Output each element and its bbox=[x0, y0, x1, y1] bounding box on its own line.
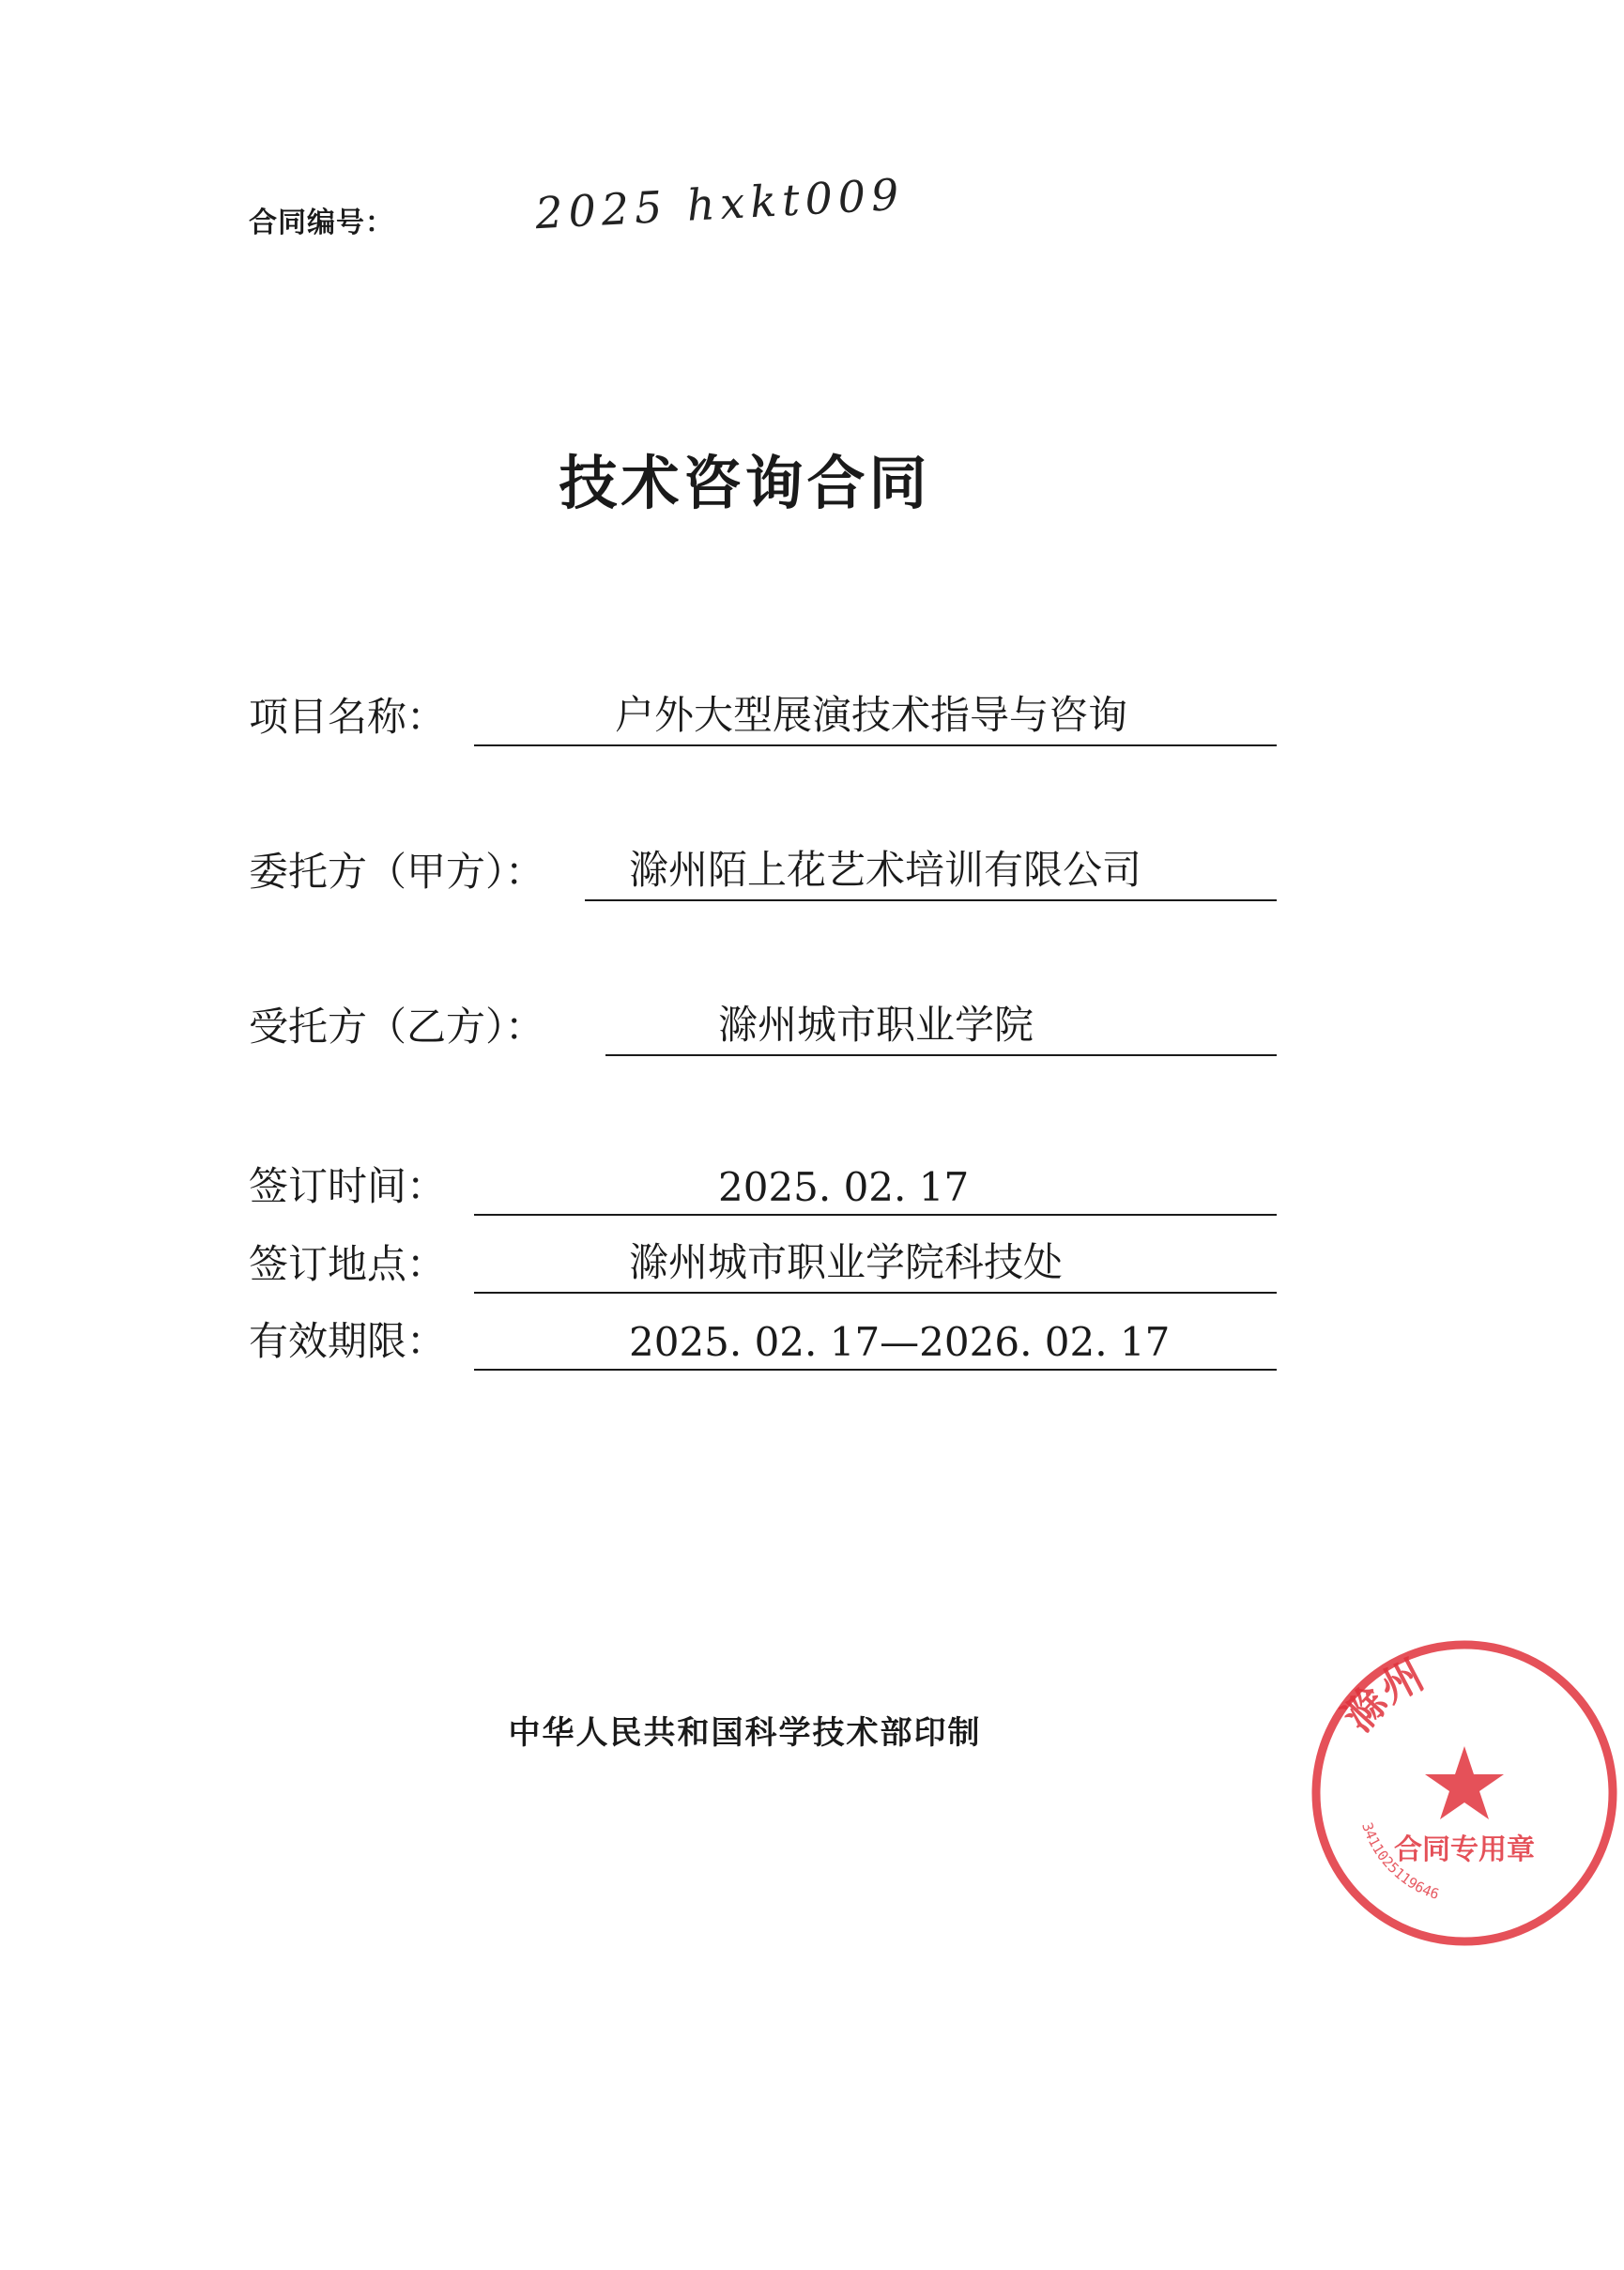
field-party-a-underline bbox=[585, 899, 1277, 901]
official-seal-icon bbox=[1305, 1633, 1624, 1953]
field-sign-date-value: 2025. 02. 17 bbox=[718, 1164, 970, 1210]
field-sign-place-underline bbox=[474, 1292, 1277, 1294]
contract-number-handwritten: 2025 hxkt009 bbox=[533, 168, 906, 239]
field-sign-date bbox=[249, 1159, 1277, 1216]
document-title: 技术咨询合同 bbox=[559, 449, 931, 517]
field-validity-label: 有效期限： bbox=[249, 1318, 447, 1364]
contract-number-label: 合同编号： bbox=[249, 207, 394, 239]
field-party-b-label: 受托方（乙方）： bbox=[249, 1004, 545, 1050]
field-sign-date-label: 签订时间： bbox=[249, 1163, 447, 1209]
seal-top-text: 滁州 bbox=[1334, 1650, 1432, 1741]
field-project-name-value: 户外大型展演技术指导与咨询 bbox=[615, 692, 1128, 738]
field-project-name-underline bbox=[474, 744, 1277, 746]
field-validity bbox=[249, 1314, 1277, 1371]
field-validity-value: 2025. 02. 17—2026. 02. 17 bbox=[629, 1319, 1171, 1365]
seal-middle-text: 合同专用章 bbox=[1394, 1833, 1535, 1866]
field-project-name-label: 项目名称： bbox=[249, 694, 447, 740]
field-sign-place bbox=[249, 1237, 1277, 1294]
field-sign-place-value: 滁州城市职业学院科技处 bbox=[629, 1239, 1064, 1285]
field-party-b-underline bbox=[605, 1054, 1277, 1056]
field-party-b bbox=[249, 1000, 1277, 1056]
field-party-a-value: 滁州陌上花艺术培训有限公司 bbox=[629, 847, 1142, 893]
field-party-a-label: 委托方（甲方）： bbox=[249, 849, 545, 895]
seal-number: 3411025119646 bbox=[1358, 1819, 1442, 1903]
field-sign-date-underline bbox=[474, 1214, 1277, 1216]
field-validity-underline bbox=[474, 1369, 1277, 1371]
field-party-a bbox=[249, 845, 1277, 901]
field-party-b-value: 滁州城市职业学院 bbox=[718, 1002, 1034, 1048]
field-sign-place-label: 签订地点： bbox=[249, 1241, 447, 1287]
field-project-name bbox=[249, 690, 1277, 746]
issuer-footer: 中华人民共和国科学技术部印制 bbox=[508, 1714, 982, 1752]
